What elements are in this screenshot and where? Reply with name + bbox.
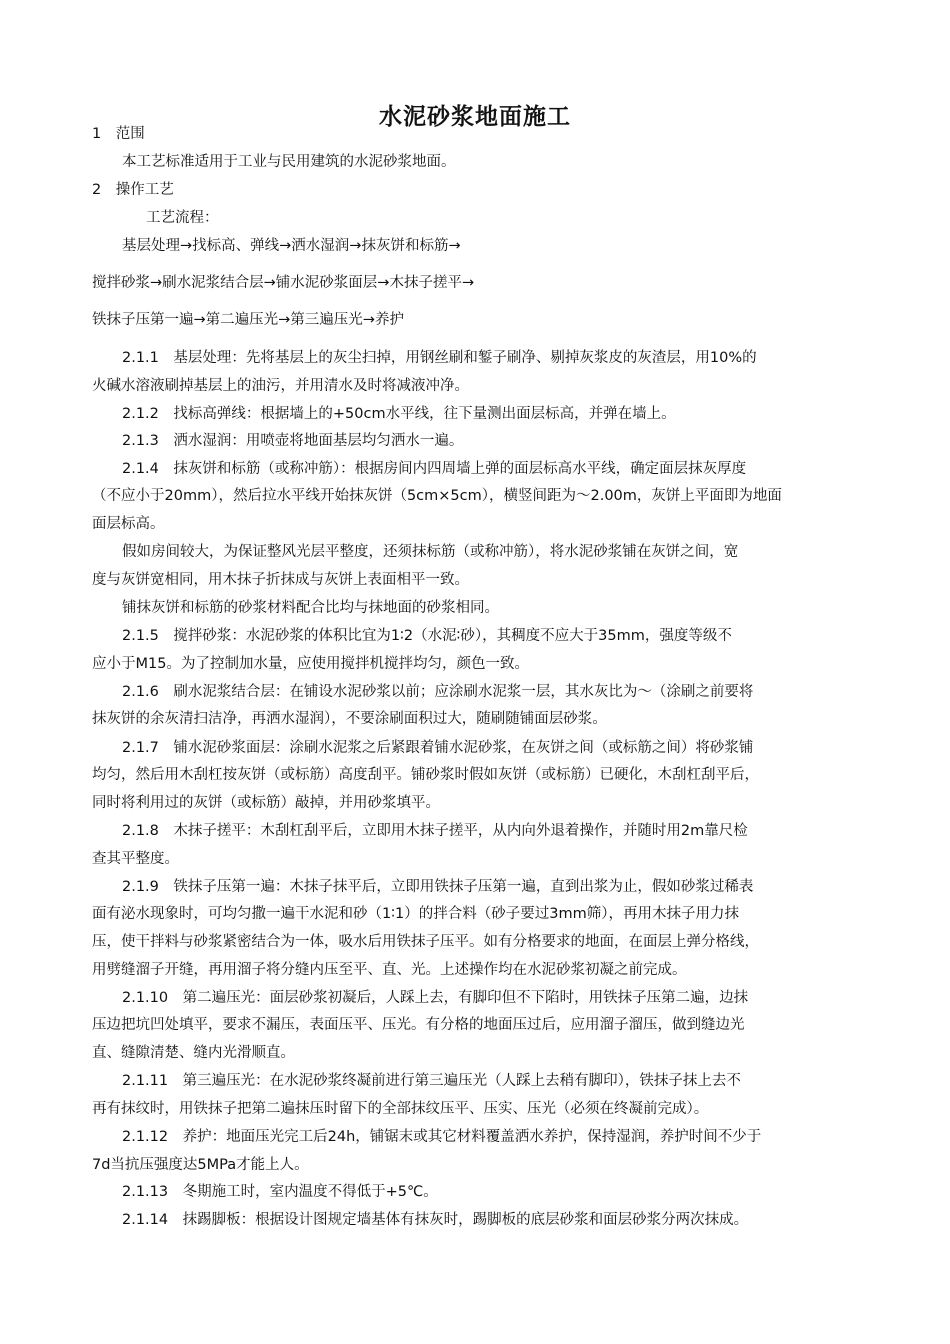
paragraph-line: 2.1.5 搅拌砂浆：水泥砂浆的体积比宜为1∶2（水泥∶砂），其稠度不应大于35mm，强度等级不	[122, 628, 732, 644]
paragraph-line: 7d当抗压强度达5MPa才能上人。	[92, 1157, 309, 1173]
paragraph-line: 同时将利用过的灰饼（或标筋）敲掉，并用砂浆填平。	[92, 795, 440, 811]
paragraph-line: 2.1.10 第二遍压光：面层砂浆初凝后，人踩上去，有脚印但不下陷时，用铁抹子压第二遍，边抹	[122, 990, 749, 1006]
paragraph-line: 抹灰饼的余灰清扫洁净，再洒水湿润），不要涂刷面积过大，随刷随铺面层砂浆。	[92, 711, 607, 727]
paragraph-line: 2.1.4 抹灰饼和标筋（或称冲筋）：根据房间内四周墙上弹的面层标高水平线，确定面层抹灰厚度	[122, 461, 747, 477]
paragraph-line: 用劈缝溜子开缝，再用溜子将分缝内压至平、直、光。上述操作均在水泥砂浆初凝之前完成。	[92, 962, 687, 978]
paragraph-line: 2.1.13 冬期施工时，室内温度不得低于+5℃。	[122, 1184, 438, 1200]
paragraph-line: 本工艺标准适用于工业与民用建筑的水泥砂浆地面。	[122, 154, 456, 170]
paragraph-line: 均匀，然后用木刮杠按灰饼（或标筋）高度刮平。铺砂浆时假如灰饼（或标筋）已硬化，木刮杠刮平后，	[92, 767, 759, 783]
paragraph-line: 再有抹纹时，用铁抹子把第二遍抹压时留下的全部抹纹压平、压实、压光（必须在终凝前完成）。	[92, 1101, 709, 1117]
process-flow-line: 搅拌砂浆→刷水泥浆结合层→铺水泥砂浆面层→木抹子搓平→	[92, 275, 475, 291]
section-heading: 2 操作工艺	[92, 182, 174, 198]
paragraph-line: 工艺流程：	[146, 210, 219, 226]
section-heading: 1 范围	[92, 126, 145, 142]
paragraph-line: 压，使干拌料与砂浆紧密结合为一体，吸水后用铁抹子压平。如有分格要求的地面，在面层上弹分格线，	[92, 934, 759, 950]
paragraph-line: 2.1.1 基层处理：先将基层上的灰尘扫掉，用钢丝刷和錾子刷净、剔掉灰浆皮的灰渣层，用10%的	[122, 350, 757, 366]
paragraph-line: 2.1.9 铁抹子压第一遍：木抹子抹平后，立即用铁抹子压第一遍，直到出浆为止，假如砂浆过稀表	[122, 879, 754, 895]
paragraph-line: 度与灰饼宽相同，用木抹子折抹成与灰饼上表面相平一致。	[92, 572, 469, 588]
paragraph-line: （不应小于20mm），然后拉水平线开始抹灰饼（5cm×5cm），横竖间距为～2.00m，灰饼上平面即为地面	[92, 488, 782, 504]
paragraph-line: 面层标高。	[92, 516, 165, 532]
paragraph-line: 应小于M15。为了控制加水量，应使用搅拌机搅拌均匀，颜色一致。	[92, 656, 529, 672]
paragraph-line: 面有泌水现象时，可均匀撒一遍干水泥和砂（1∶1）的拌合料（砂子要过3mm筛），再用木抹子用力抹	[92, 906, 739, 922]
process-flow-line: 铁抹子压第一遍→第二遍压光→第三遍压光→养护	[92, 312, 404, 328]
paragraph-line: 查其平整度。	[92, 851, 179, 867]
document-title: 水泥砂浆地面施工	[379, 104, 571, 130]
paragraph-line: 火碱水溶液刷掉基层上的油污，并用清水及时将减液冲净。	[92, 378, 469, 394]
paragraph-line: 直、缝隙清楚、缝内光滑顺直。	[92, 1045, 295, 1061]
paragraph-line: 2.1.12 养护：地面压光完工后24h，铺锯末或其它材料覆盖洒水养护，保持湿润，养护时间不少于	[122, 1129, 762, 1145]
paragraph-line: 2.1.14 抹踢脚板：根据设计图规定墙基体有抹灰时，踢脚板的底层砂浆和面层砂浆分两次抹成。	[122, 1212, 749, 1228]
paragraph-line: 压边把坑凹处填平，要求不漏压，表面压平、压光。有分格的地面压过后，应用溜子溜压，做到缝边光	[92, 1017, 745, 1033]
paragraph-line: 2.1.8 木抹子搓平：木刮杠刮平后，立即用木抹子搓平，从内向外退着操作，并随时用2m靠尺检	[122, 823, 748, 839]
paragraph-line: 2.1.6 刷水泥浆结合层：在铺设水泥砂浆以前；应涂刷水泥浆一层，其水灰比为～（涂刷之前要将	[122, 684, 754, 700]
paragraph-line: 2.1.2 找标高弹线：根据墙上的+50cm水平线，往下量测出面层标高，并弹在墙上。	[122, 406, 676, 422]
process-flow-line: 基层处理→找标高、弹线→洒水湿润→抹灰饼和标筋→	[122, 238, 461, 254]
paragraph-line: 铺抹灰饼和标筋的砂浆材料配合比均与抹地面的砂浆相同。	[122, 600, 499, 616]
paragraph-line: 假如房间较大，为保证整风光层平整度，还须抹标筋（或称冲筋），将水泥砂浆铺在灰饼之间，宽	[122, 544, 739, 560]
paragraph-line: 2.1.3 洒水湿润：用喷壶将地面基层均匀洒水一遍。	[122, 433, 464, 449]
paragraph-line: 2.1.7 铺水泥砂浆面层：涂刷水泥浆之后紧跟着铺水泥砂浆，在灰饼之间（或标筋之间）将砂浆铺	[122, 740, 754, 756]
paragraph-line: 2.1.11 第三遍压光：在水泥砂浆终凝前进行第三遍压光（人踩上去稍有脚印），铁抹子抹上去不	[122, 1073, 741, 1089]
